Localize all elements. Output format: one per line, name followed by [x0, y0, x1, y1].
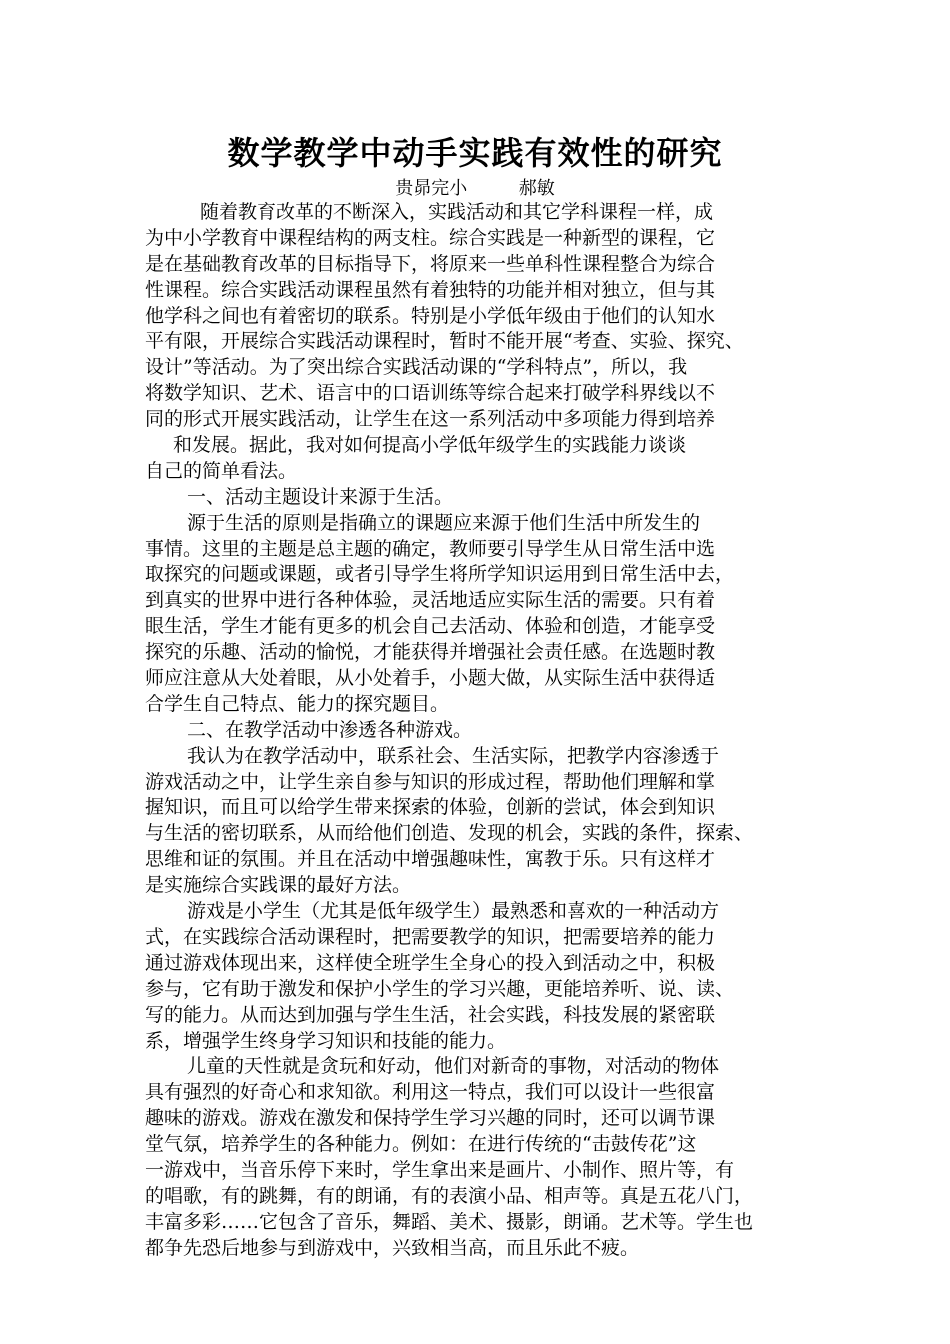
text-line: 参与，它有助于激发和保护小学生的学习兴趣，更能培养听、说、读、: [145, 977, 735, 1000]
text-line: 源于生活的原则是指确立的课题应来源于他们生活中所发生的: [187, 511, 701, 534]
text-line: 通过游戏体现出来，这样使全班学生全身心的投入到活动之中，积极: [145, 951, 716, 974]
text-line: 我认为在教学活动中，联系社会、生活实际，把教学内容渗透于: [187, 744, 720, 767]
text-line: 与生活的密切联系，从而给他们创造、发现的机会，实践的条件，探索、: [145, 822, 754, 845]
text-line: 趣味的游戏。游戏在激发和保持学生学习兴趣的同时，还可以调节课: [145, 1107, 716, 1130]
text-line: 事情。这里的主题是总主题的确定，教师要引导学生从日常生活中选: [145, 537, 716, 560]
text-line: 平有限，开展综合实践活动课程时，暂时不能开展“考查、实验、探究、: [145, 330, 744, 353]
text-line: 写的能力。从而达到加强与学生生活，社会实践，科技发展的紧密联: [145, 1003, 716, 1026]
author-byline: 贵昴完小 郝敏: [395, 178, 555, 199]
text-line: 取探究的问题或课题，或者引导学生将所学知识运用到日常生活中去，: [145, 563, 735, 586]
text-line: 他学科之间也有着密切的联系。特别是小学低年级由于他们的认知水: [145, 304, 716, 327]
text-line: 是在基础教育改革的目标指导下，将原来一些单科性课程整合为综合: [145, 252, 716, 275]
text-line: 系，增强学生终身学习知识和技能的能力。: [145, 1029, 507, 1052]
text-line: 思维和证的氛围。并且在活动中增强趣味性，寓教于乐。只有这样才: [145, 848, 716, 871]
text-line: 随着教育改革的不断深入，实践活动和其它学科课程一样，成: [200, 201, 714, 223]
text-line: 都争先恐后地参与到游戏中，兴致相当高，而且乐此不疲。: [145, 1236, 640, 1259]
text-line: 游戏是小学生（尤其是低年级学生）最熟悉和喜欢的一种活动方: [187, 900, 720, 923]
text-line: 一、活动主题设计来源于生活。: [187, 485, 454, 508]
text-line: 性课程。综合实践活动课程虽然有着独特的功能并相对独立，但与其: [145, 278, 716, 301]
text-line: 探究的乐趣、活动的愉悦，才能获得并增强社会责任感。在选题时教: [145, 641, 716, 664]
text-line: 游戏活动之中，让学生亲自参与知识的形成过程，帮助他们理解和掌: [145, 770, 716, 793]
text-line: 师应注意从大处着眼，从小处着手，小题大做，从实际生活中获得适: [145, 667, 716, 690]
text-line: 具有强烈的好奇心和求知欲。利用这一特点，我们可以设计一些很富: [145, 1081, 716, 1104]
document-title: 数学教学中动手实践有效性的研究: [227, 134, 723, 172]
text-line: 儿童的天性就是贪玩和好动，他们对新奇的事物，对活动的物体: [187, 1055, 720, 1078]
text-line: 将数学知识、艺术、语言中的口语训练等综合起来打破学科界线以不: [145, 382, 716, 405]
text-line: 二、在教学活动中渗透各种游戏。: [187, 718, 473, 741]
text-line: 为中小学教育中课程结构的两支柱。综合实践是一种新型的课程，它: [145, 226, 716, 249]
text-line: 的唱歌，有的跳舞，有的朗诵，有的表演小品、相声等。真是五花八门，: [145, 1184, 754, 1207]
text-line: 丰富多彩……它包含了音乐，舞蹈、美术、摄影，朗诵。艺术等。学生也: [145, 1210, 754, 1233]
text-line: 是实施综合实践课的最好方法。: [145, 874, 412, 897]
text-line: 和发展。据此，我对如何提高小学低年级学生的实践能力谈谈: [173, 434, 687, 457]
text-line: 堂气氛，培养学生的各种能力。例如：在进行传统的“击鼓传花”这: [145, 1133, 697, 1156]
text-line: 一游戏中，当音乐停下来时，学生拿出来是画片、小制作、照片等，有: [145, 1158, 735, 1181]
text-line: 式，在实践综合活动课程时，把需要教学的知识，把需要培养的能力: [145, 925, 716, 948]
text-line: 握知识，而且可以给学生带来探索的体验，创新的尝试，体会到知识: [145, 796, 716, 819]
document-body: [145, 200, 813, 1262]
text-line: 设计”等活动。为了突出综合实践活动课的“学科特点”，所以，我: [145, 356, 688, 379]
text-line: 自己的简单看法。: [145, 459, 298, 482]
text-line: 同的形式开展实践活动，让学生在这一系列活动中多项能力得到培养: [145, 408, 716, 431]
text-line: 合学生自己特点、能力的探究题目。: [145, 692, 450, 715]
text-line: 眼生活，学生才能有更多的机会自己去活动、体验和创造，才能享受: [145, 615, 716, 638]
text-line: 到真实的世界中进行各种体验，灵活地适应实际生活的需要。只有着: [145, 589, 716, 612]
